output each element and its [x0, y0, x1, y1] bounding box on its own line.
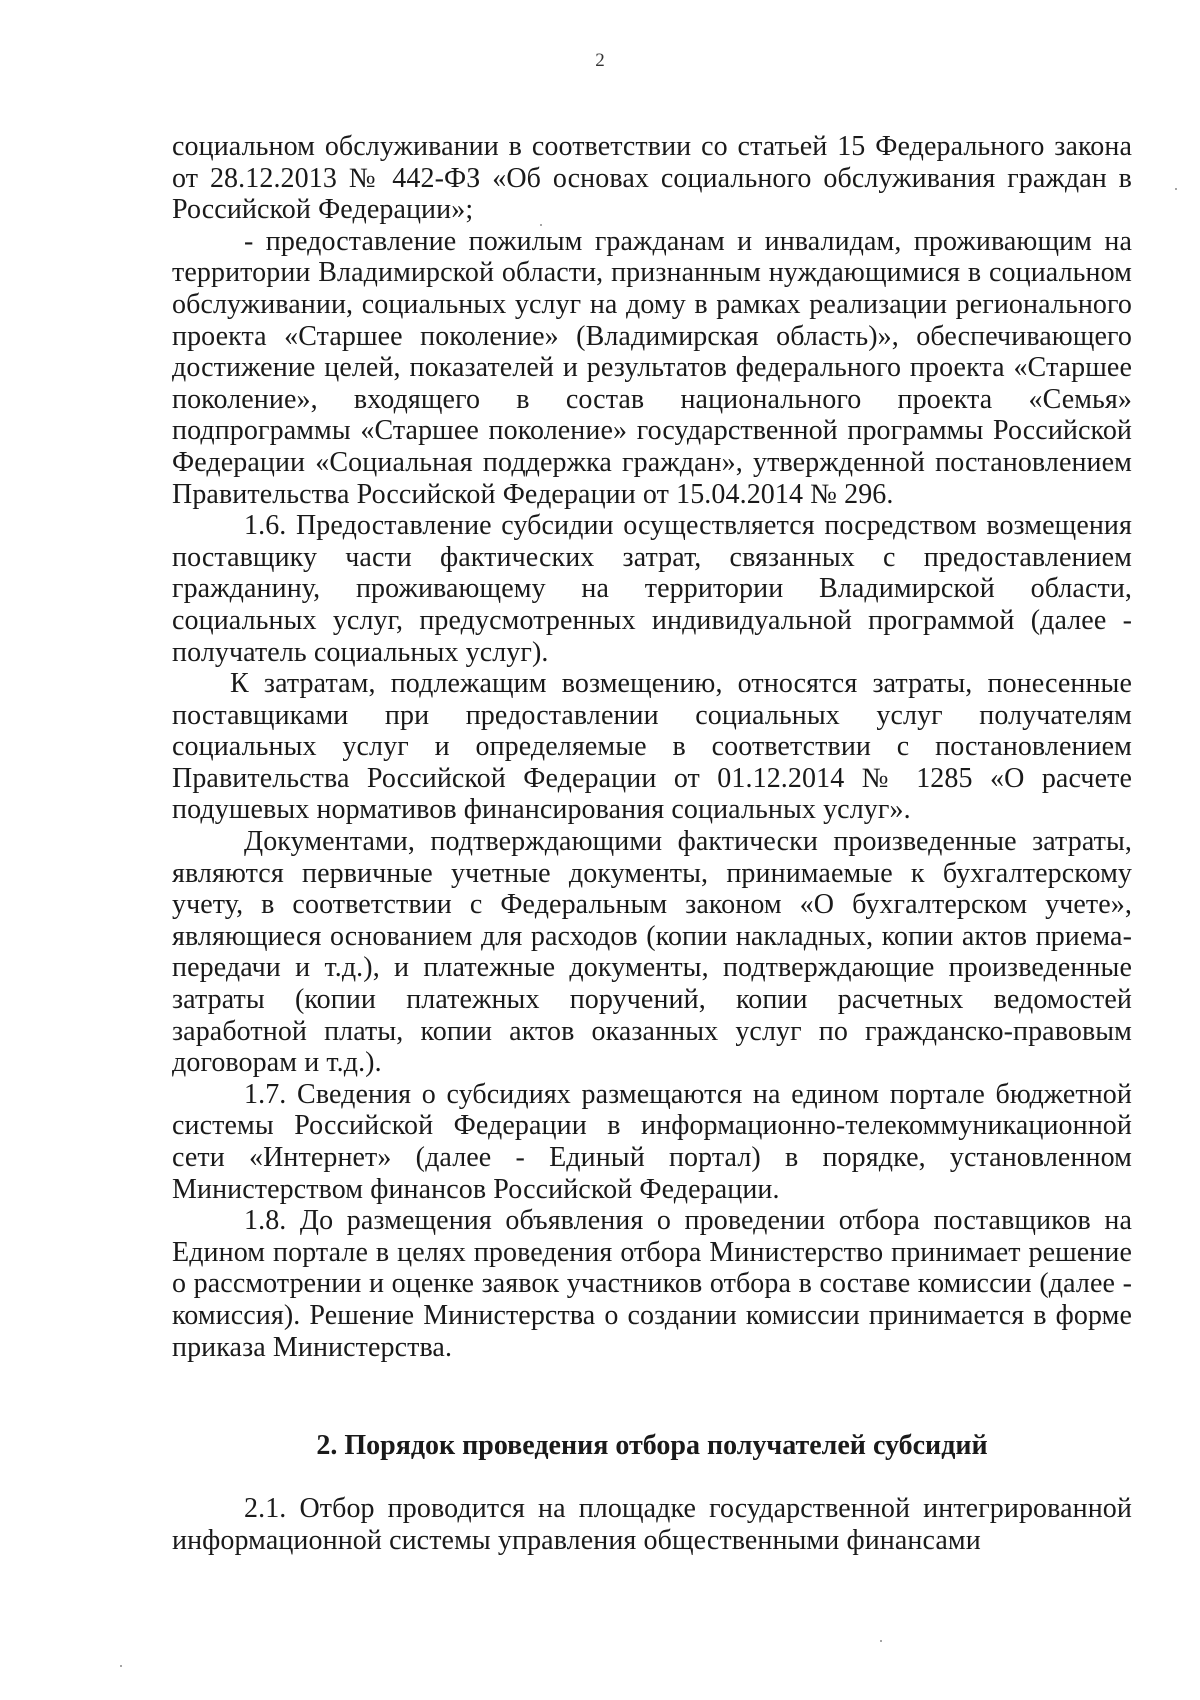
section-heading: 2. Порядок проведения отбора получателей субсидий — [316, 1430, 988, 1461]
paragraph-documents: Документами, подтверждающими фактически произведенные затраты, являются первичные учетные документы, принимаемые к бухгалтерскому учету, в соответствии с Федеральным законом «О бухгалтерском учете», являющиеся основанием для расходов (копии накладных, копии актов приема-передачи и т.д.), и платежные документы, подтверждающие произведенные затраты (копии платежных поручений, копии расчетных ведомостей заработной платы, копии актов оказанных услуг по гражданско-правовым договорам и т.д.). — [172, 826, 1132, 1079]
paragraph-2-1: 2.1. Отбор проводится на площадке государственной интегрированной информационной системы управления общественными финансами — [172, 1493, 1132, 1556]
paragraph-1-6: 1.6. Предоставление субсидии осуществляется посредством возмещения поставщику части фактических затрат, связанных с предоставлением гражданину, проживающему на территории Владимирской области, социальных услуг, предусмотренных индивидуальной программой (далее - получатель социальных услуг). — [172, 510, 1132, 668]
paragraph-1-7: 1.7. Сведения о субсидиях размещаются на едином портале бюджетной системы Российской Федерации в информационно-телекоммуникационной сети «Интернет» (далее - Единый портал) в порядке, установленном Министерством финансов Российской Федерации. — [172, 1078, 1132, 1205]
body-text-section-2 — [172, 1493, 1132, 1556]
scan-speck — [880, 1640, 882, 1642]
page-number: 2 — [595, 50, 605, 71]
paragraph-costs: К затратам, подлежащим возмещению, относятся затраты, понесенные поставщиками при предоставлении социальных услуг получателям социальных услуг и определяемые в соответствии с постановлением Правительства Российской Федерации от 01.12.2014 № 1285 «О расчете подушевых нормативов финансирования социальных услуг». — [172, 668, 1132, 826]
scan-speck — [540, 224, 542, 226]
scan-speck — [120, 1665, 122, 1667]
scan-speck — [1175, 188, 1177, 190]
paragraph-continuation: социальном обслуживании в соответствии со статьей 15 Федерального закона от 28.12.2013 № 442-ФЗ «Об основах социального обслуживания граждан в Российской Федерации»; — [172, 131, 1132, 226]
paragraph-list-item: - предоставление пожилым гражданам и инвалидам, проживающим на территории Владимирской области, признанным нуждающимися в социальном обслуживании, социальных услуг на дому в рамках реализации регионального проекта «Старшее поколение» (Владимирская область)», обеспечивающего достижение целей, показателей и результатов федерального проекта «Старшее поколение», входящего в состав национального проекта «Семья» подпрограммы «Старшее поколение» государственной программы Российской Федерации «Социальная поддержка граждан», утвержденной постановлением Правительства Российской Федерации от 15.04.2014 № 296. — [172, 225, 1132, 510]
paragraph-1-8: 1.8. До размещения объявления о проведении отбора поставщиков на Едином портале в целях проведения отбора Министерство принимает решение о рассмотрении и оценке заявок участников отбора в составе комиссии (далее - комиссия). Решение Министерства о создании комиссии принимается в форме приказа Министерства. — [172, 1205, 1132, 1363]
body-text-section-1 — [172, 131, 1132, 1363]
